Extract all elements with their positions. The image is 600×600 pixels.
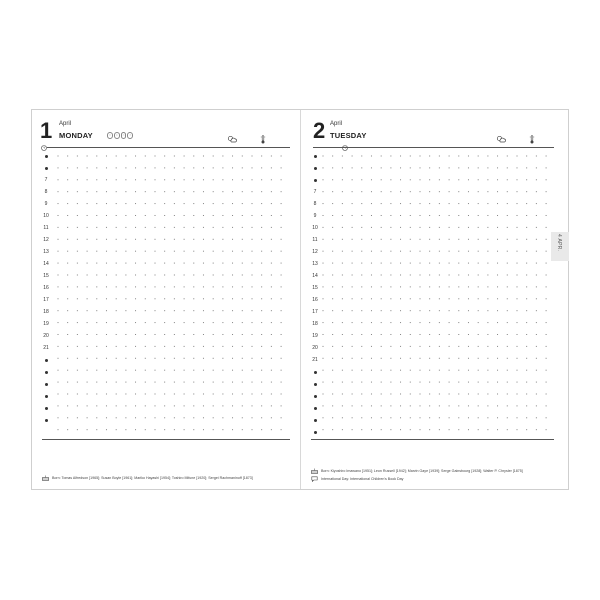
hour-label: 9 [44, 201, 48, 207]
hour-bullet [45, 167, 48, 170]
hour-label: 16 [312, 297, 318, 303]
hour-bullet [314, 167, 317, 170]
cake-icon [42, 475, 49, 481]
weekday-label: TUESDAY [330, 131, 367, 140]
page-april-1 [32, 110, 300, 489]
clock-icon [342, 145, 348, 151]
hour-label: 16 [43, 285, 49, 291]
hour-label: 12 [43, 237, 49, 243]
day-number: 2 [313, 118, 326, 143]
hour-label: 21 [312, 357, 318, 363]
moon-phase-icon: ○ [109, 133, 111, 137]
hour-label: 17 [43, 297, 49, 303]
moon-phase-icon: ○ [129, 133, 132, 137]
hour-label: 13 [312, 261, 318, 267]
thermometer-icon [529, 135, 535, 144]
hour-label: 18 [43, 309, 49, 315]
hour-label: 11 [312, 237, 318, 243]
hour-bullet [314, 419, 317, 422]
hour-label: 15 [43, 273, 49, 279]
hour-label: 10 [43, 213, 49, 219]
hour-label: 10 [312, 225, 318, 231]
hour-label: 9 [313, 213, 317, 219]
bottom-rule [311, 439, 554, 440]
hour-bullet [45, 155, 48, 158]
hour-label: 11 [43, 225, 49, 231]
page-april-2 [301, 110, 569, 489]
hour-bullet [314, 431, 317, 434]
hour-label: 13 [43, 249, 49, 255]
clock-icon [41, 145, 47, 151]
crescent-moon-icon [405, 118, 409, 124]
hour-label: 8 [44, 189, 48, 195]
thermometer-icon [260, 135, 266, 144]
hour-label: 19 [43, 321, 49, 327]
month-label: April [330, 121, 343, 127]
hour-label: 17 [312, 309, 318, 315]
header-rule [47, 147, 290, 148]
month-index-tab-label: 4 APR. [556, 234, 562, 252]
hour-bullet [314, 395, 317, 398]
hour-bullet [314, 407, 317, 410]
observance-note: International Day: International Children's Book Day [321, 477, 404, 481]
dot-grid [321, 154, 555, 438]
dot-grid [56, 154, 290, 438]
hour-bullet [45, 359, 48, 362]
header-rule [313, 147, 554, 148]
hour-bullet [314, 383, 317, 386]
planner-spread [31, 109, 569, 490]
hour-label: 14 [43, 261, 49, 267]
hour-label: 18 [312, 321, 318, 327]
hour-bullet [45, 371, 48, 374]
hour-bullet [45, 395, 48, 398]
hour-label: 14 [312, 273, 318, 279]
hour-label: 12 [312, 249, 318, 255]
hour-label: 20 [312, 345, 318, 351]
month-label: April [59, 121, 72, 127]
hour-label: 20 [43, 333, 49, 339]
hour-label: 7 [44, 177, 48, 183]
hour-bullet [314, 155, 317, 158]
speech-bubble-icon [311, 476, 318, 482]
hour-label: 8 [313, 201, 317, 207]
hour-bullet [314, 371, 317, 374]
birthdays-note: Born: Kiyoshiro Imawano [1951]; Leon Russell [1942]; Marvin Gaye [1939]; Serge Gainsbourg [1928]; Walter P. Chrysler [1875] [321, 469, 523, 473]
weekday-label: MONDAY [59, 131, 93, 140]
birthdays-note: Born: Tomas Alfredson [1965]; Susan Boyle [1961]; Mariko Hayashi [1954]; Toshiro Mifune [1920]; Sergei Rachmaninoff [1873] [52, 476, 253, 480]
bottom-rule [42, 439, 290, 440]
hour-bullet [45, 383, 48, 386]
moon-phase-icon: ○ [115, 133, 118, 137]
moon-phase-icon: ○ [122, 133, 125, 137]
day-number: 1 [40, 118, 53, 143]
weather-icon [496, 135, 506, 143]
month-index-tab[interactable] [551, 232, 569, 261]
moon-phase-row [107, 132, 133, 139]
cake-icon [311, 468, 318, 474]
hour-label: 21 [43, 345, 49, 351]
hour-label: 19 [312, 333, 318, 339]
hour-label: 7 [313, 189, 317, 195]
hour-bullet [45, 419, 48, 422]
hour-label: 15 [312, 285, 318, 291]
hour-bullet [314, 179, 317, 182]
hour-bullet [45, 407, 48, 410]
weather-icon [227, 135, 237, 143]
